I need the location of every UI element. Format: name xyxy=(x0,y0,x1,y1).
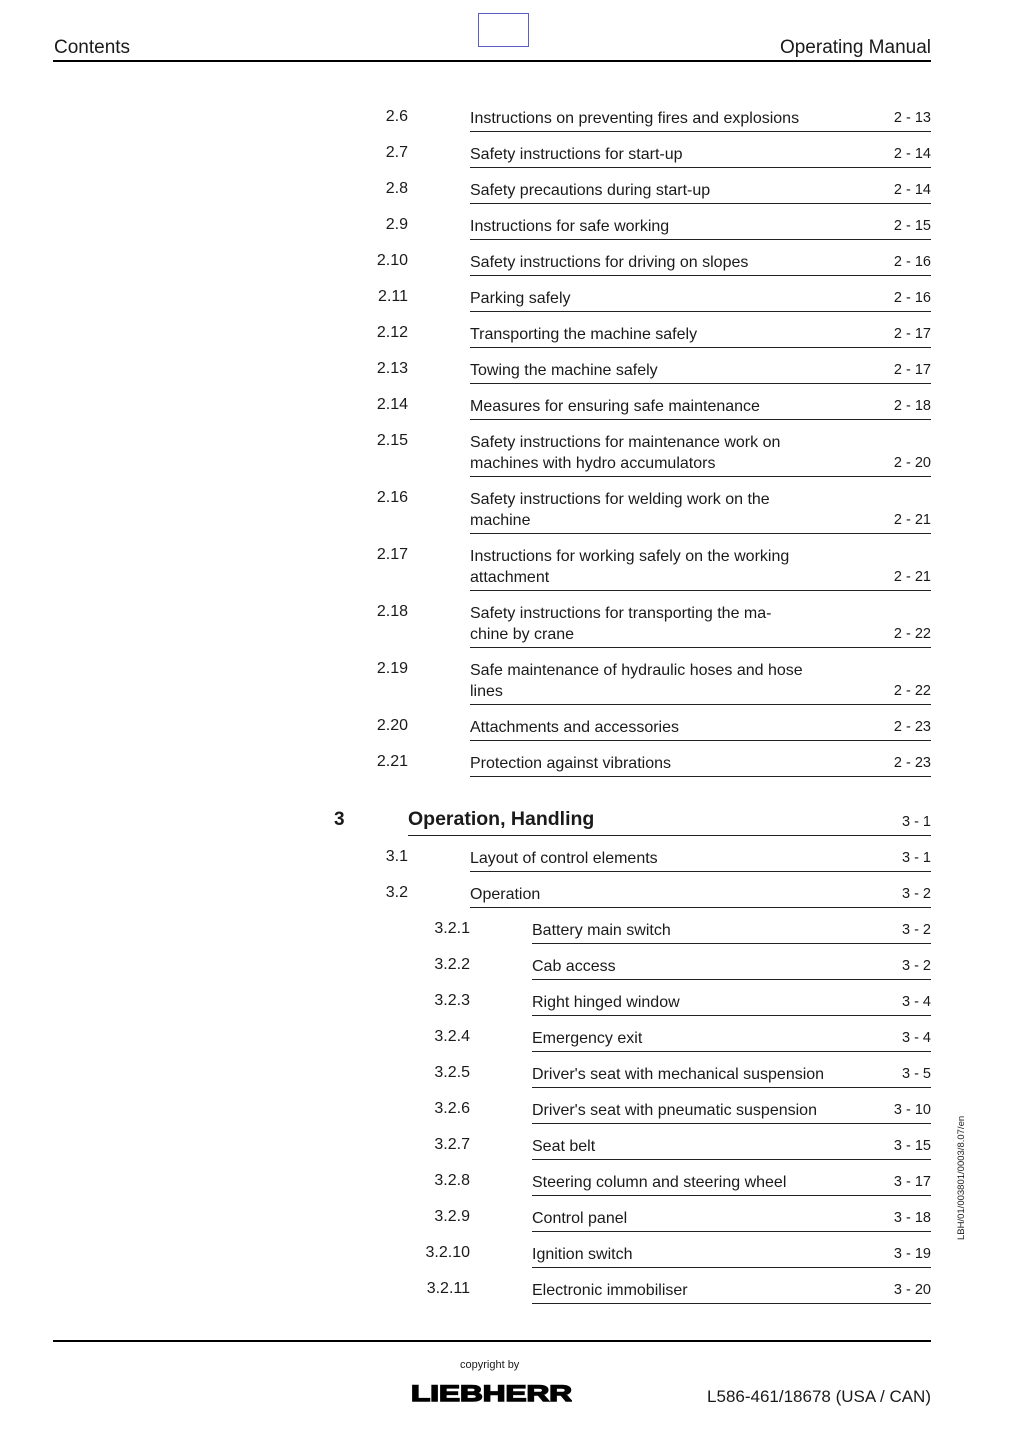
toc-rule xyxy=(470,239,931,240)
toc-rule xyxy=(532,1051,931,1052)
toc-page: 2 - 14 xyxy=(893,146,931,162)
toc-number: 2.8 xyxy=(385,180,408,197)
toc-title: Safety instructions for driving on slopes xyxy=(470,254,749,271)
toc-rule xyxy=(470,347,931,348)
chapter-title: Operation, Handling xyxy=(408,808,595,830)
toc-number: 3.2.4 xyxy=(434,1028,470,1045)
toc-rule xyxy=(408,835,931,836)
toc-number: 3.2.9 xyxy=(434,1208,470,1225)
header-box xyxy=(478,13,529,47)
toc-rule xyxy=(532,979,931,980)
toc-page: 2 - 17 xyxy=(893,362,931,378)
toc-rule xyxy=(470,419,931,420)
toc-page: 3 - 20 xyxy=(893,1282,931,1298)
toc-title-continued: attachment xyxy=(470,569,550,586)
chapter-number: 3 xyxy=(334,809,345,830)
toc-title-continued: machines with hydro accumulators xyxy=(470,455,716,472)
toc-page: 2 - 16 xyxy=(893,290,931,306)
toc-page: 3 - 4 xyxy=(901,1030,931,1046)
toc-rule xyxy=(470,131,931,132)
toc-title: Attachments and accessories xyxy=(470,719,679,736)
footer-rule xyxy=(53,1340,931,1342)
toc-number: 2.18 xyxy=(376,603,408,620)
toc-title: Instructions on preventing fires and explosions xyxy=(470,110,800,127)
toc-number: 3.2 xyxy=(385,884,408,901)
toc-number: 2.21 xyxy=(376,753,408,770)
toc-rule xyxy=(532,943,931,944)
toc-title: Cab access xyxy=(532,958,616,975)
toc-rule xyxy=(532,1015,931,1016)
toc-page: 3 - 15 xyxy=(893,1138,931,1154)
toc-number: 2.16 xyxy=(376,489,408,506)
toc-title: Layout of control elements xyxy=(470,850,658,867)
toc-title: Driver's seat with mechanical suspension xyxy=(532,1066,825,1083)
toc-title: Battery main switch xyxy=(532,922,671,939)
toc-page: 3 - 19 xyxy=(893,1246,931,1262)
toc-page: 2 - 21 xyxy=(893,512,931,528)
toc-rule xyxy=(470,383,931,384)
toc-title: Instructions for working safely on the working xyxy=(470,548,790,565)
toc-page: 3 - 17 xyxy=(893,1174,931,1190)
toc-rule xyxy=(470,275,931,276)
toc-number: 2.19 xyxy=(376,660,408,677)
document-reference: L586-461/18678 (USA / CAN) xyxy=(707,1387,931,1406)
toc-number: 3.2.7 xyxy=(434,1136,470,1153)
toc-rule xyxy=(470,533,931,534)
toc-number: 2.13 xyxy=(376,360,408,377)
toc-page: 2 - 13 xyxy=(893,110,931,126)
toc-page: 3 - 1 xyxy=(901,850,931,866)
toc-page: 3 - 2 xyxy=(901,922,931,938)
header-right: Operating Manual xyxy=(779,37,931,58)
toc-rule xyxy=(470,704,931,705)
toc-page: 3 - 10 xyxy=(893,1102,931,1118)
liebherr-logo xyxy=(411,1381,572,1404)
toc-title: Safety instructions for welding work on the xyxy=(470,491,770,508)
toc-number: 3.1 xyxy=(385,848,408,865)
toc-page: 3 - 18 xyxy=(893,1210,931,1226)
toc-rule xyxy=(470,203,931,204)
toc-rule xyxy=(470,311,931,312)
toc-page: 3 - 2 xyxy=(901,958,931,974)
toc-rule xyxy=(532,1195,931,1196)
liebherr-logo-text: LIEBHERR xyxy=(411,1381,572,1404)
toc-number: 2.9 xyxy=(385,216,408,233)
toc-rule xyxy=(470,907,931,908)
toc-title: Right hinged window xyxy=(532,994,680,1011)
toc-page: 3 - 1 xyxy=(901,814,931,830)
toc-page: 3 - 5 xyxy=(901,1066,931,1082)
toc-number: 2.10 xyxy=(376,252,408,269)
toc-rule xyxy=(532,1267,931,1268)
toc-title: Safety precautions during start-up xyxy=(470,182,711,199)
toc-rule xyxy=(470,871,931,872)
toc-number: 2.6 xyxy=(385,108,408,125)
toc-number: 3.2.3 xyxy=(434,992,470,1009)
copyright-label: copyright by xyxy=(460,1359,520,1371)
toc-page: 2 - 23 xyxy=(893,719,931,735)
toc-title: Transporting the machine safely xyxy=(470,326,698,343)
toc-page: 2 - 14 xyxy=(893,182,931,198)
toc-title: Electronic immobiliser xyxy=(532,1282,688,1299)
toc-title: Safety instructions for start-up xyxy=(470,146,683,163)
toc-page: 2 - 17 xyxy=(893,326,931,342)
toc-page: 2 - 22 xyxy=(893,683,931,699)
toc-title: Seat belt xyxy=(532,1138,596,1155)
toc-title: Measures for ensuring safe maintenance xyxy=(470,398,760,415)
toc-number: 3.2.6 xyxy=(434,1100,470,1117)
toc-title-continued: lines xyxy=(470,683,503,700)
toc-page: 2 - 22 xyxy=(893,626,931,642)
document-code: LBH/01/003801/0003/8.07/en xyxy=(956,1115,967,1240)
toc-page: 2 - 20 xyxy=(893,455,931,471)
toc-number: 3.2.10 xyxy=(425,1244,470,1261)
header-rule xyxy=(53,60,931,62)
toc-rule xyxy=(470,167,931,168)
toc-rule xyxy=(532,1159,931,1160)
toc-rule xyxy=(470,740,931,741)
toc-page: 2 - 23 xyxy=(893,755,931,771)
toc-number: 3.2.5 xyxy=(434,1064,470,1081)
toc-rule xyxy=(532,1123,931,1124)
toc-rule xyxy=(470,476,931,477)
toc-number: 3.2.8 xyxy=(434,1172,470,1189)
toc-number: 2.12 xyxy=(376,324,408,341)
toc-page: 2 - 21 xyxy=(893,569,931,585)
toc-rule xyxy=(532,1087,931,1088)
toc-number: 3.2.1 xyxy=(434,920,470,937)
toc-rule xyxy=(532,1303,931,1304)
toc-title: Ignition switch xyxy=(532,1246,633,1263)
toc-page: 2 - 18 xyxy=(893,398,931,414)
header-left: Contents xyxy=(54,37,131,58)
toc-number: 2.20 xyxy=(376,717,408,734)
toc-title: Control panel xyxy=(532,1210,628,1227)
toc-number: 2.15 xyxy=(376,432,408,449)
toc-rule xyxy=(470,590,931,591)
toc-page: 2 - 16 xyxy=(893,254,931,270)
toc-title-continued: machine xyxy=(470,512,531,529)
toc-number: 2.17 xyxy=(376,546,408,563)
toc-title: Parking safely xyxy=(470,290,571,307)
toc-rule xyxy=(470,647,931,648)
toc-page: 3 - 2 xyxy=(901,886,931,902)
toc-number: 2.11 xyxy=(378,288,408,305)
toc-number: 2.14 xyxy=(376,396,408,413)
toc-title: Protection against vibrations xyxy=(470,755,671,772)
toc-page: 3 - 4 xyxy=(901,994,931,1010)
toc-title: Driver's seat with pneumatic suspension xyxy=(532,1102,817,1119)
toc-title: Operation xyxy=(470,886,541,903)
toc-title: Steering column and steering wheel xyxy=(532,1174,787,1191)
toc-title: Emergency exit xyxy=(532,1030,643,1047)
toc-title: Instructions for safe working xyxy=(470,218,670,235)
toc-number: 3.2.11 xyxy=(426,1280,470,1297)
toc-title: Towing the machine safely xyxy=(470,362,658,379)
toc-title-continued: chine by crane xyxy=(470,626,575,643)
toc-rule xyxy=(470,776,931,777)
toc-page: 2 - 15 xyxy=(893,218,931,234)
toc-number: 2.7 xyxy=(385,144,408,161)
toc-title: Safety instructions for transporting the ma- xyxy=(470,605,772,622)
toc-title: Safe maintenance of hydraulic hoses and hose xyxy=(470,662,803,679)
toc-number: 3.2.2 xyxy=(434,956,470,973)
toc-title: Safety instructions for maintenance work on xyxy=(470,434,781,451)
toc-rule xyxy=(532,1231,931,1232)
